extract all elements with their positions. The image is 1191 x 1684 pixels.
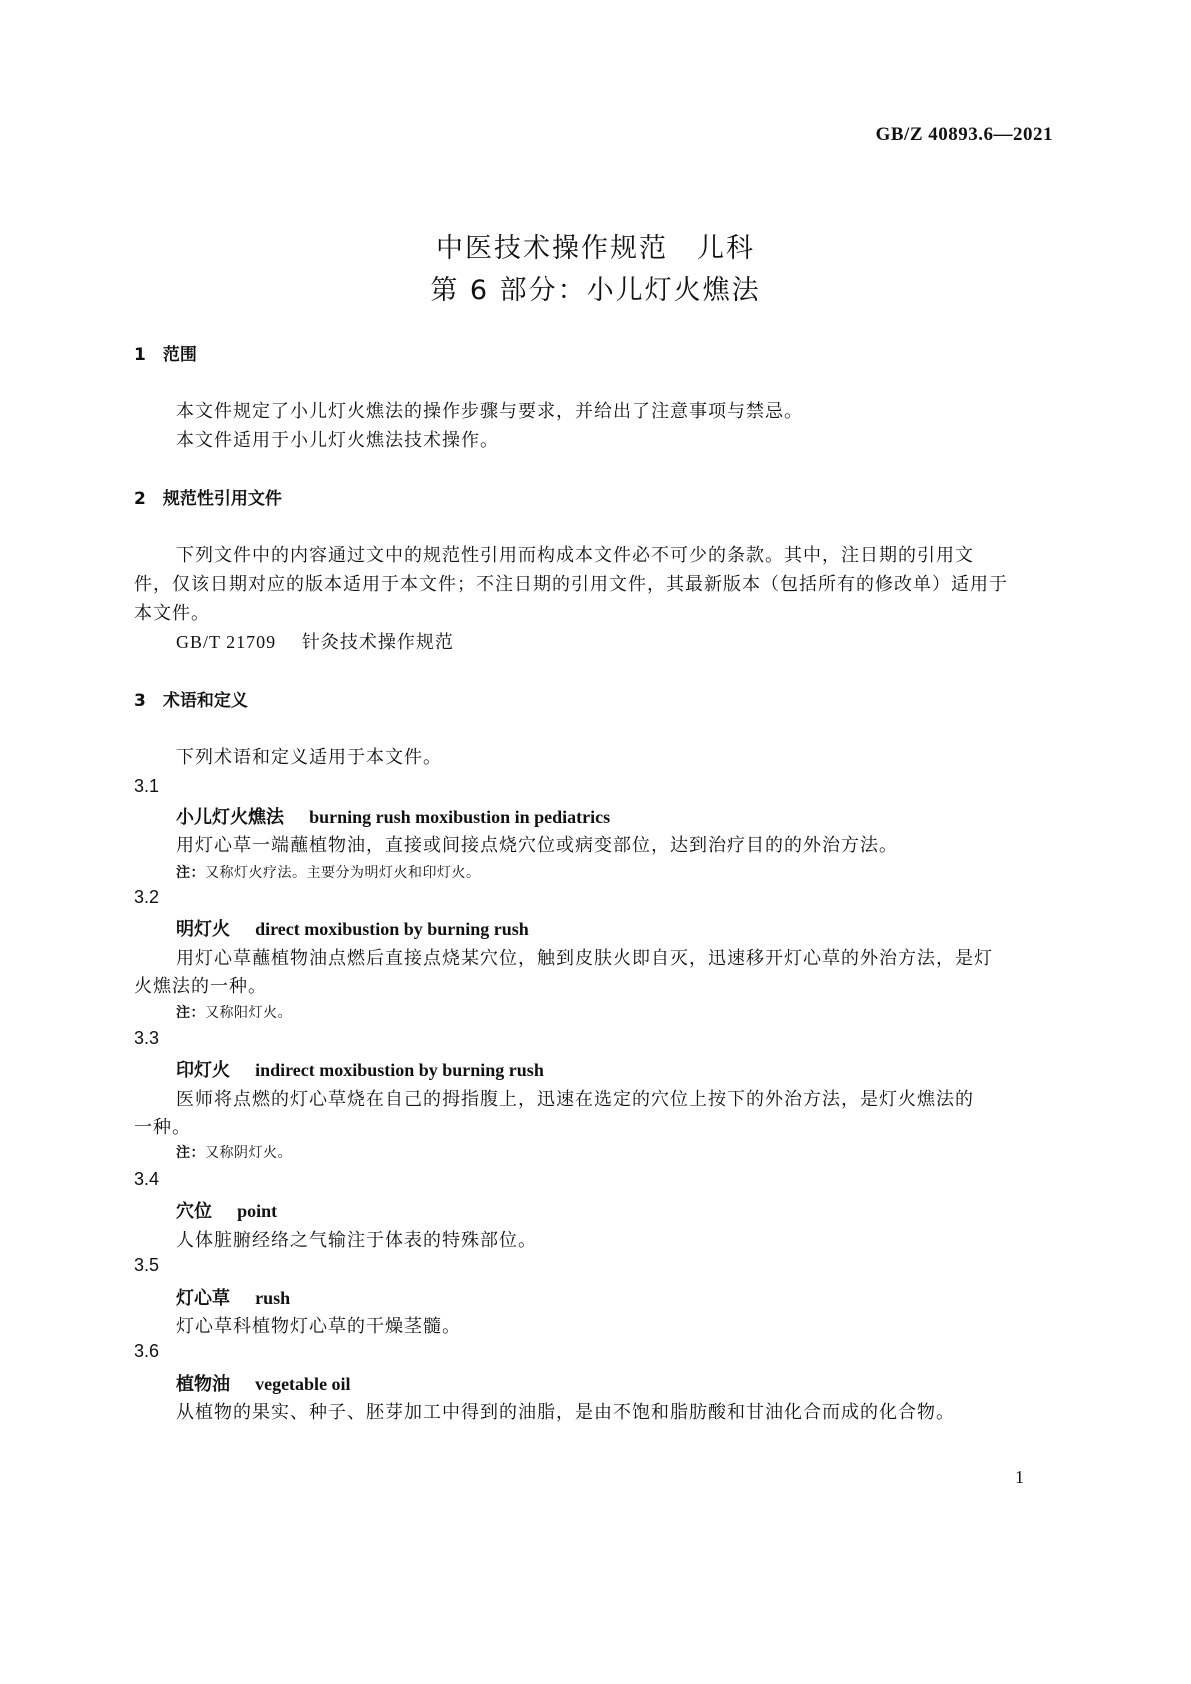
term-definition: 灯心草科植物灯心草的干燥茎髓。 <box>176 1316 461 1337</box>
term-chinese: 明灯火 <box>176 919 230 940</box>
page-number: 1 <box>1015 1467 1024 1487</box>
term-definition: 从植物的果实、种子、胚芽加工中得到的油脂，是由不饱和脂肪酸和甘油化合而成的化合物。 <box>176 1402 955 1423</box>
section-3-intro: 下列术语和定义适用于本文件。 <box>176 747 442 768</box>
term-note <box>176 862 481 882</box>
term-english: indirect moxibustion by burning rush <box>255 1060 544 1080</box>
term-heading <box>176 803 610 829</box>
term-english: burning rush moxibustion in pediatrics <box>309 807 611 827</box>
term-chinese: 植物油 <box>176 1374 230 1395</box>
term-note <box>176 1142 292 1162</box>
note-text: 又称灯火疗法。主要分为明灯火和印灯火。 <box>205 865 481 881</box>
term-heading <box>176 1056 544 1082</box>
term-english: vegetable oil <box>255 1374 351 1394</box>
reference-code: GB/T 21709 <box>176 632 277 652</box>
section-1-heading: 1 范围 <box>134 345 197 365</box>
term-definition: 用灯心草一端蘸植物油，直接或间接点烧穴位或病变部位，达到治疗目的的外治方法。 <box>176 835 898 856</box>
term-definition-line-2: 一种。 <box>134 1117 191 1138</box>
term-english: rush <box>255 1288 291 1308</box>
term-definition: 人体脏腑经络之气输注于体表的特殊部位。 <box>176 1230 537 1251</box>
term-number: 3.3 <box>134 1028 160 1048</box>
term-chinese: 小儿灯火燋法 <box>176 807 284 828</box>
section-2-heading: 2 规范性引用文件 <box>134 489 282 509</box>
section-2-paragraph-line-2: 件，仅该日期对应的版本适用于本文件；不注日期的引用文件，其最新版本（包括所有的修改单）适用于 <box>134 574 1008 595</box>
note-text: 又称阴灯火。 <box>205 1145 292 1161</box>
note-text: 又称阳灯火。 <box>205 1005 292 1021</box>
section-2-paragraph-line-3: 本文件。 <box>134 603 210 624</box>
term-number: 3.5 <box>134 1255 160 1275</box>
section-1-paragraph-2: 本文件适用于小儿灯火燋法技术操作。 <box>176 430 499 451</box>
document-title-line2: 第 6 部分：小儿灯火燋法 <box>430 275 761 306</box>
normative-reference <box>176 628 454 654</box>
reference-title: 针灸技术操作规范 <box>301 632 454 653</box>
note-label: 注： <box>176 865 205 881</box>
term-english: direct moxibustion by burning rush <box>255 919 529 939</box>
term-number: 3.2 <box>134 887 160 907</box>
standard-number: GB/Z 40893.6—2021 <box>875 124 1053 145</box>
term-note <box>176 1002 292 1022</box>
term-definition-line-1: 医师将点燃的灯心草烧在自己的拇指腹上，迅速在选定的穴位上按下的外治方法，是灯火燋法的 <box>176 1089 974 1110</box>
term-number: 3.6 <box>134 1341 160 1361</box>
section-2-paragraph-line-1: 下列文件中的内容通过文中的规范性引用而构成本文件必不可少的条款。其中，注日期的引用文 <box>176 545 974 566</box>
term-definition-line-1: 用灯心草蘸植物油点燃后直接点烧某穴位，触到皮肤火即自灭，迅速移开灯心草的外治方法，是灯 <box>176 948 993 969</box>
note-label: 注： <box>176 1145 205 1161</box>
section-3-heading: 3 术语和定义 <box>134 691 248 711</box>
section-1-paragraph-1: 本文件规定了小儿灯火燋法的操作步骤与要求，并给出了注意事项与禁忌。 <box>176 401 803 422</box>
term-english: point <box>237 1201 278 1221</box>
term-definition-line-2: 火燋法的一种。 <box>134 976 267 997</box>
term-chinese: 灯心草 <box>176 1288 230 1309</box>
term-chinese: 穴位 <box>176 1201 212 1222</box>
term-heading <box>176 1284 290 1310</box>
term-heading <box>176 1370 351 1396</box>
term-heading <box>176 915 529 941</box>
term-chinese: 印灯火 <box>176 1060 230 1081</box>
term-number: 3.1 <box>134 776 160 796</box>
document-title-line1: 中医技术操作规范 儿科 <box>436 233 755 264</box>
term-number: 3.4 <box>134 1169 160 1189</box>
term-heading <box>176 1197 277 1223</box>
note-label: 注： <box>176 1005 205 1021</box>
